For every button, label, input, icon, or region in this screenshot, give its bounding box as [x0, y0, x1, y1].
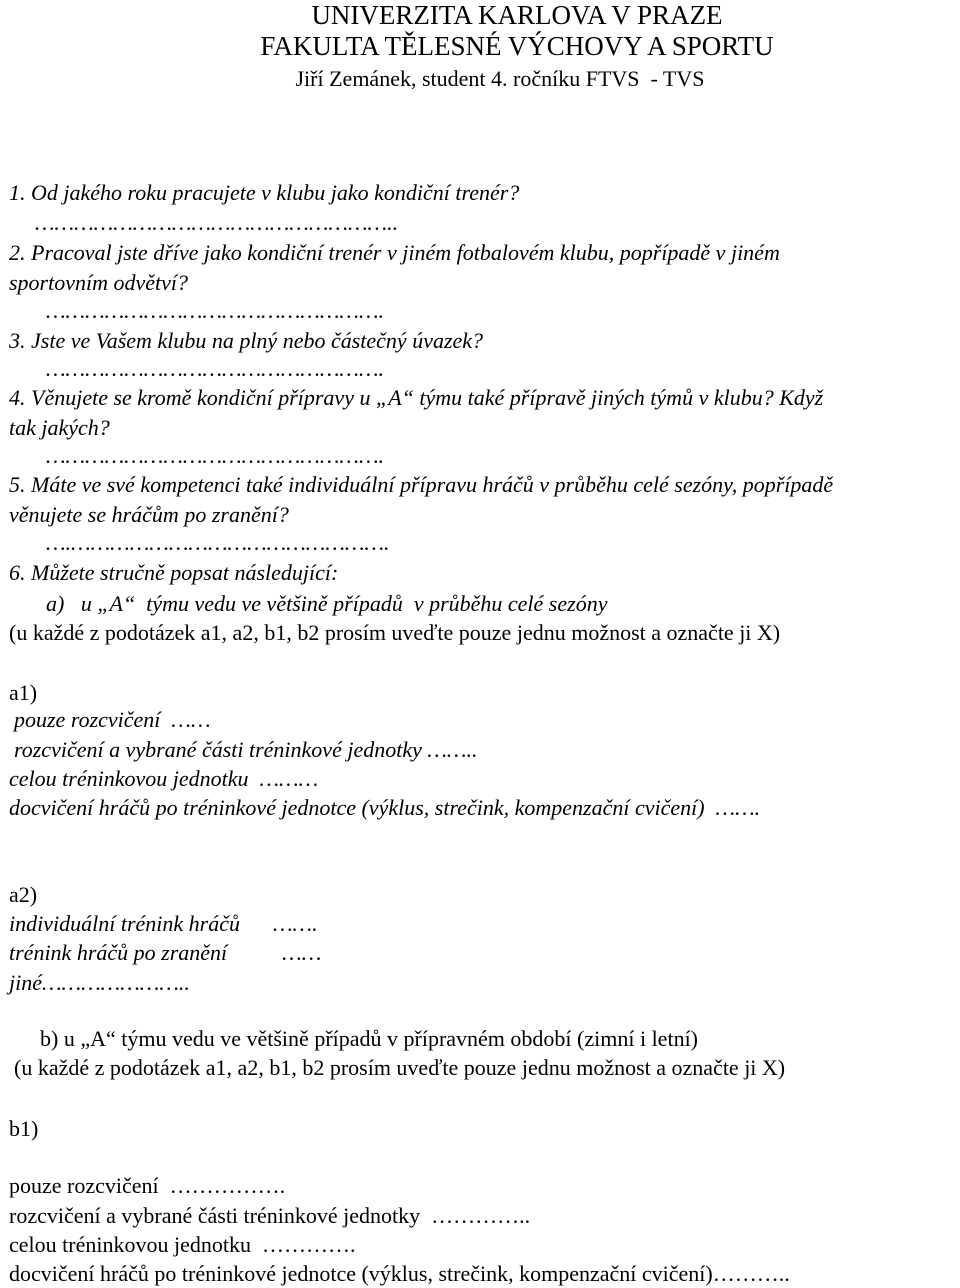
faculty-title: FAKULTA TĚLESNÉ VÝCHOVY A SPORTU [260, 31, 774, 61]
question-2-line1: 2. Pracoval jste dříve jako kondiční trenér v jiném fotbalovém klubu, popřípadě v jiném [9, 240, 780, 265]
answer-1-dots[interactable]: ……………………………………………….. [35, 210, 399, 235]
answer-3-dots[interactable]: ……………………………………………. [46, 356, 385, 381]
a2-option-injury[interactable]: trénink hráčů po zranění …… [9, 940, 322, 965]
section-b-note: (u každé z podotázek a1, a2, b1, b2 prosím uveďte pouze jednu možnost a označte ji X) [14, 1055, 786, 1080]
b1-option-cooldown[interactable]: docvičení hráčů po tréninkové jednotce (výklus, strečink, kompenzační cvičení)……….. [9, 1261, 790, 1286]
question-2-line2: sportovním odvětví? [9, 270, 189, 295]
question-6: 6. Můžete stručně popsat následující: [9, 560, 339, 585]
question-5-line1: 5. Máte ve své kompetenci také individuální přípravu hráčů v průběhu celé sezóny, popřípadě [9, 472, 834, 497]
b1-option-warmup[interactable]: pouze rozcvičení ……………. [9, 1173, 286, 1198]
a2-label: a2) [9, 882, 38, 907]
section-a-heading: a) u „A“ týmu vedu ve většině případů v průběhu celé sezóny [46, 591, 608, 616]
question-5-line2: věnujete se hráčům po zranění? [9, 502, 289, 527]
b1-label: b1) [9, 1116, 39, 1141]
question-3: 3. Jste ve Vašem klubu na plný nebo částečný úvazek? [9, 328, 484, 353]
section-a-note: (u každé z podotázek a1, a2, b1, b2 prosím uveďte pouze jednu možnost a označte ji X) [9, 620, 781, 645]
a2-option-individual[interactable]: individuální trénink hráčů ……. [9, 911, 318, 936]
answer-5-dots[interactable]: ….…………………………………………. [46, 530, 390, 555]
b1-option-warmup-parts[interactable]: rozcvičení a vybrané části tréninkové jednotky ………….. [9, 1203, 531, 1228]
a1-option-warmup-parts[interactable]: rozcvičení a vybrané části tréninkové jednotky …….. [14, 737, 478, 762]
question-4-line2: tak jakých? [9, 415, 110, 440]
a1-option-full-session[interactable]: celou tréninkovou jednotku ……… [9, 766, 319, 791]
a2-option-other[interactable]: jiné………………….. [9, 970, 190, 995]
a1-label: a1) [9, 680, 38, 705]
answer-4-dots[interactable]: ……………………………………………. [46, 443, 385, 468]
author-line: Jiří Zemánek, student 4. ročníku FTVS - TVS [295, 66, 705, 91]
university-title: UNIVERZITA KARLOVA V PRAZE [311, 0, 723, 30]
question-4-line1: 4. Věnujete se kromě kondiční přípravy u „A“ týmu také přípravě jiných týmů v klubu? Když [9, 385, 824, 410]
section-b-heading: b) u „A“ týmu vedu ve většině případů v přípravném období (zimní i letní) [40, 1026, 699, 1051]
b1-option-full-session[interactable]: celou tréninkovou jednotku …………. [9, 1232, 356, 1257]
a1-option-warmup[interactable]: pouze rozcvičení …… [14, 707, 211, 732]
answer-2-dots[interactable]: ……………………………………………. [46, 298, 385, 323]
a1-option-cooldown[interactable]: docvičení hráčů po tréninkové jednotce (výklus, strečink, kompenzační cvičení) ……. [9, 795, 761, 820]
question-1: 1. Od jakého roku pracujete v klubu jako kondiční trenér? [9, 180, 520, 205]
